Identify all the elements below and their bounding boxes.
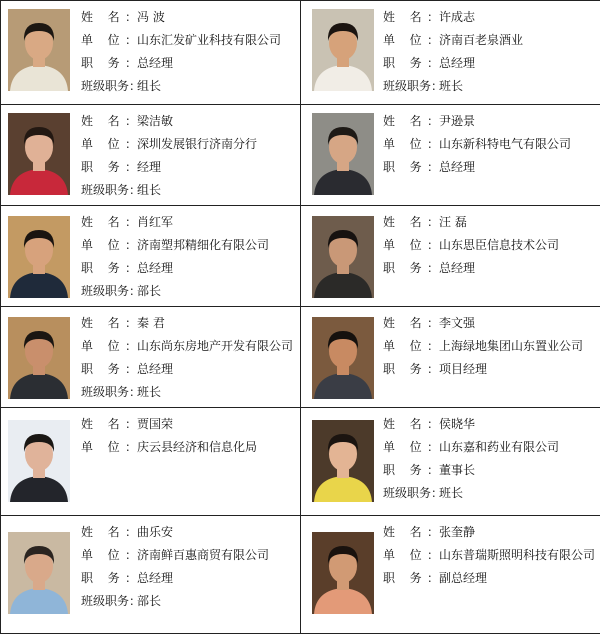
member-card [301, 206, 600, 307]
name-value: 李文强 [439, 312, 475, 335]
member-photo [312, 532, 374, 614]
class-role-value: 组长 [137, 75, 161, 98]
name-label: 姓 名： [383, 521, 439, 544]
member-card [301, 408, 600, 516]
portrait-graphic [8, 9, 70, 91]
name-label: 姓 名： [383, 312, 439, 335]
title-row [383, 567, 598, 590]
member-photo [8, 532, 70, 614]
title-label: 职 务： [383, 156, 439, 179]
member-photo [312, 113, 374, 195]
title-row [81, 257, 298, 280]
class-role-label: 班级职务： [81, 381, 137, 404]
title-label: 职 务： [383, 52, 439, 75]
unit-value: 山东思臣信息技术公司 [439, 234, 559, 257]
unit-value: 庆云县经济和信息化局 [137, 436, 257, 459]
member-info [383, 110, 598, 179]
title-value: 副总经理 [439, 567, 487, 590]
name-row [383, 110, 598, 133]
unit-label: 单 位： [81, 335, 137, 358]
class-role-value: 班长 [137, 381, 161, 404]
unit-row [383, 544, 598, 567]
name-row [81, 413, 298, 436]
member-info [81, 413, 298, 459]
class-role-label: 班级职务： [383, 75, 439, 98]
class-role-label: 班级职务： [383, 482, 439, 505]
member-photo [8, 216, 70, 298]
class-role-row [81, 75, 298, 98]
title-value: 总经理 [137, 358, 173, 381]
name-label: 姓 名： [383, 211, 439, 234]
name-row [383, 521, 598, 544]
roster-row [1, 1, 600, 105]
name-row [81, 6, 298, 29]
unit-row [383, 29, 598, 52]
class-role-label: 班级职务： [81, 280, 137, 303]
roster-row [1, 516, 600, 634]
name-label: 姓 名： [81, 211, 137, 234]
unit-value: 上海绿地集团山东置业公司 [439, 335, 583, 358]
name-value: 侯晓华 [439, 413, 475, 436]
member-info [81, 6, 298, 98]
portrait-graphic [8, 532, 70, 614]
roster-row [1, 105, 600, 206]
name-value: 张奎静 [439, 521, 475, 544]
unit-row [81, 335, 298, 358]
unit-value: 山东嘉和药业有限公司 [439, 436, 559, 459]
unit-label: 单 位： [81, 234, 137, 257]
class-role-value: 组长 [137, 179, 161, 202]
title-value: 总经理 [439, 52, 475, 75]
title-row [383, 156, 598, 179]
unit-row [81, 544, 298, 567]
portrait-graphic [312, 216, 374, 298]
unit-label: 单 位： [81, 436, 137, 459]
title-label: 职 务： [81, 257, 137, 280]
member-info [383, 521, 598, 590]
member-card [301, 516, 600, 634]
unit-label: 单 位： [383, 133, 439, 156]
unit-label: 单 位： [81, 133, 137, 156]
member-card [1, 206, 301, 307]
roster-row [1, 206, 600, 307]
name-row [383, 413, 598, 436]
title-row [81, 52, 298, 75]
member-info [383, 312, 598, 381]
class-role-value: 部长 [137, 590, 161, 613]
member-card [1, 408, 301, 516]
title-value: 总经理 [137, 567, 173, 590]
member-photo [312, 9, 374, 91]
unit-value: 山东汇发矿业科技有限公司 [137, 29, 281, 52]
title-label: 职 务： [81, 567, 137, 590]
class-role-row [383, 75, 598, 98]
portrait-graphic [8, 420, 70, 502]
name-label: 姓 名： [81, 521, 137, 544]
class-role-value: 部长 [137, 280, 161, 303]
class-role-row [383, 482, 598, 505]
title-row [383, 52, 598, 75]
name-row [81, 110, 298, 133]
member-photo [312, 216, 374, 298]
class-role-label: 班级职务： [81, 590, 137, 613]
unit-label: 单 位： [383, 436, 439, 459]
unit-label: 单 位： [383, 234, 439, 257]
member-info [383, 211, 598, 280]
unit-value: 济南百老泉酒业 [439, 29, 523, 52]
roster-row [1, 307, 600, 408]
title-label: 职 务： [383, 257, 439, 280]
member-info [81, 211, 298, 303]
name-value: 梁洁敏 [137, 110, 173, 133]
title-row [383, 257, 598, 280]
portrait-graphic [312, 532, 374, 614]
class-role-label: 班级职务： [81, 75, 137, 98]
unit-row [383, 234, 598, 257]
class-role-row [81, 590, 298, 613]
class-role-row [81, 381, 298, 404]
class-role-label: 班级职务： [81, 179, 137, 202]
name-row [81, 211, 298, 234]
class-role-value: 班长 [439, 75, 463, 98]
member-card [1, 105, 301, 206]
unit-value: 深圳发展银行济南分行 [137, 133, 257, 156]
name-value: 秦 君 [137, 312, 165, 335]
name-row [383, 6, 598, 29]
name-row [383, 211, 598, 234]
unit-row [81, 234, 298, 257]
member-card [1, 1, 301, 105]
member-photo [8, 9, 70, 91]
member-card [301, 307, 600, 408]
unit-row [383, 133, 598, 156]
member-card [301, 105, 600, 206]
member-info [81, 110, 298, 202]
unit-value: 山东尚东房地产开发有限公司 [137, 335, 293, 358]
member-photo [8, 420, 70, 502]
member-info [81, 312, 298, 404]
title-value: 董事长 [439, 459, 475, 482]
member-card [301, 1, 600, 105]
portrait-graphic [8, 216, 70, 298]
title-label: 职 务： [81, 52, 137, 75]
unit-label: 单 位： [383, 335, 439, 358]
class-role-value: 班长 [439, 482, 463, 505]
title-row [81, 156, 298, 179]
portrait-graphic [8, 113, 70, 195]
title-label: 职 务： [383, 459, 439, 482]
title-value: 总经理 [137, 257, 173, 280]
title-row [383, 459, 598, 482]
name-value: 贾国荣 [137, 413, 173, 436]
title-row [81, 358, 298, 381]
title-value: 经理 [137, 156, 161, 179]
name-label: 姓 名： [383, 6, 439, 29]
unit-row [81, 436, 298, 459]
title-label: 职 务： [383, 567, 439, 590]
unit-value: 山东普瑞斯照明科技有限公司 [439, 544, 595, 567]
member-info [383, 6, 598, 98]
title-value: 项目经理 [439, 358, 487, 381]
title-value: 总经理 [439, 156, 475, 179]
unit-value: 济南鲜百惠商贸有限公司 [137, 544, 269, 567]
name-label: 姓 名： [383, 110, 439, 133]
member-card [1, 516, 301, 634]
member-info [81, 521, 298, 613]
portrait-graphic [8, 317, 70, 399]
unit-label: 单 位： [81, 544, 137, 567]
name-value: 冯 波 [137, 6, 165, 29]
portrait-graphic [312, 317, 374, 399]
name-label: 姓 名： [383, 413, 439, 436]
title-value: 总经理 [137, 52, 173, 75]
member-card [1, 307, 301, 408]
name-value: 曲乐安 [137, 521, 173, 544]
name-value: 尹逊景 [439, 110, 475, 133]
name-label: 姓 名： [81, 413, 137, 436]
title-row [81, 567, 298, 590]
name-row [383, 312, 598, 335]
unit-row [383, 335, 598, 358]
unit-value: 山东新科特电气有限公司 [439, 133, 571, 156]
roster-row [1, 408, 600, 516]
class-role-row [81, 179, 298, 202]
title-label: 职 务： [81, 156, 137, 179]
member-photo [312, 317, 374, 399]
name-value: 许成志 [439, 6, 475, 29]
unit-label: 单 位： [81, 29, 137, 52]
member-photo [312, 420, 374, 502]
portrait-graphic [312, 420, 374, 502]
unit-label: 单 位： [383, 29, 439, 52]
member-info [383, 413, 598, 505]
name-label: 姓 名： [81, 110, 137, 133]
member-photo [8, 317, 70, 399]
title-label: 职 务： [383, 358, 439, 381]
title-row [383, 358, 598, 381]
name-row [81, 521, 298, 544]
name-row [81, 312, 298, 335]
unit-value: 济南塑邦精细化有限公司 [137, 234, 269, 257]
unit-row [81, 133, 298, 156]
name-label: 姓 名： [81, 312, 137, 335]
member-photo [8, 113, 70, 195]
portrait-graphic [312, 9, 374, 91]
name-value: 汪 磊 [439, 211, 467, 234]
title-label: 职 务： [81, 358, 137, 381]
unit-row [383, 436, 598, 459]
name-value: 肖红军 [137, 211, 173, 234]
title-value: 总经理 [439, 257, 475, 280]
roster-body [1, 1, 600, 634]
class-role-row [81, 280, 298, 303]
unit-label: 单 位： [383, 544, 439, 567]
portrait-graphic [312, 113, 374, 195]
unit-row [81, 29, 298, 52]
name-label: 姓 名： [81, 6, 137, 29]
